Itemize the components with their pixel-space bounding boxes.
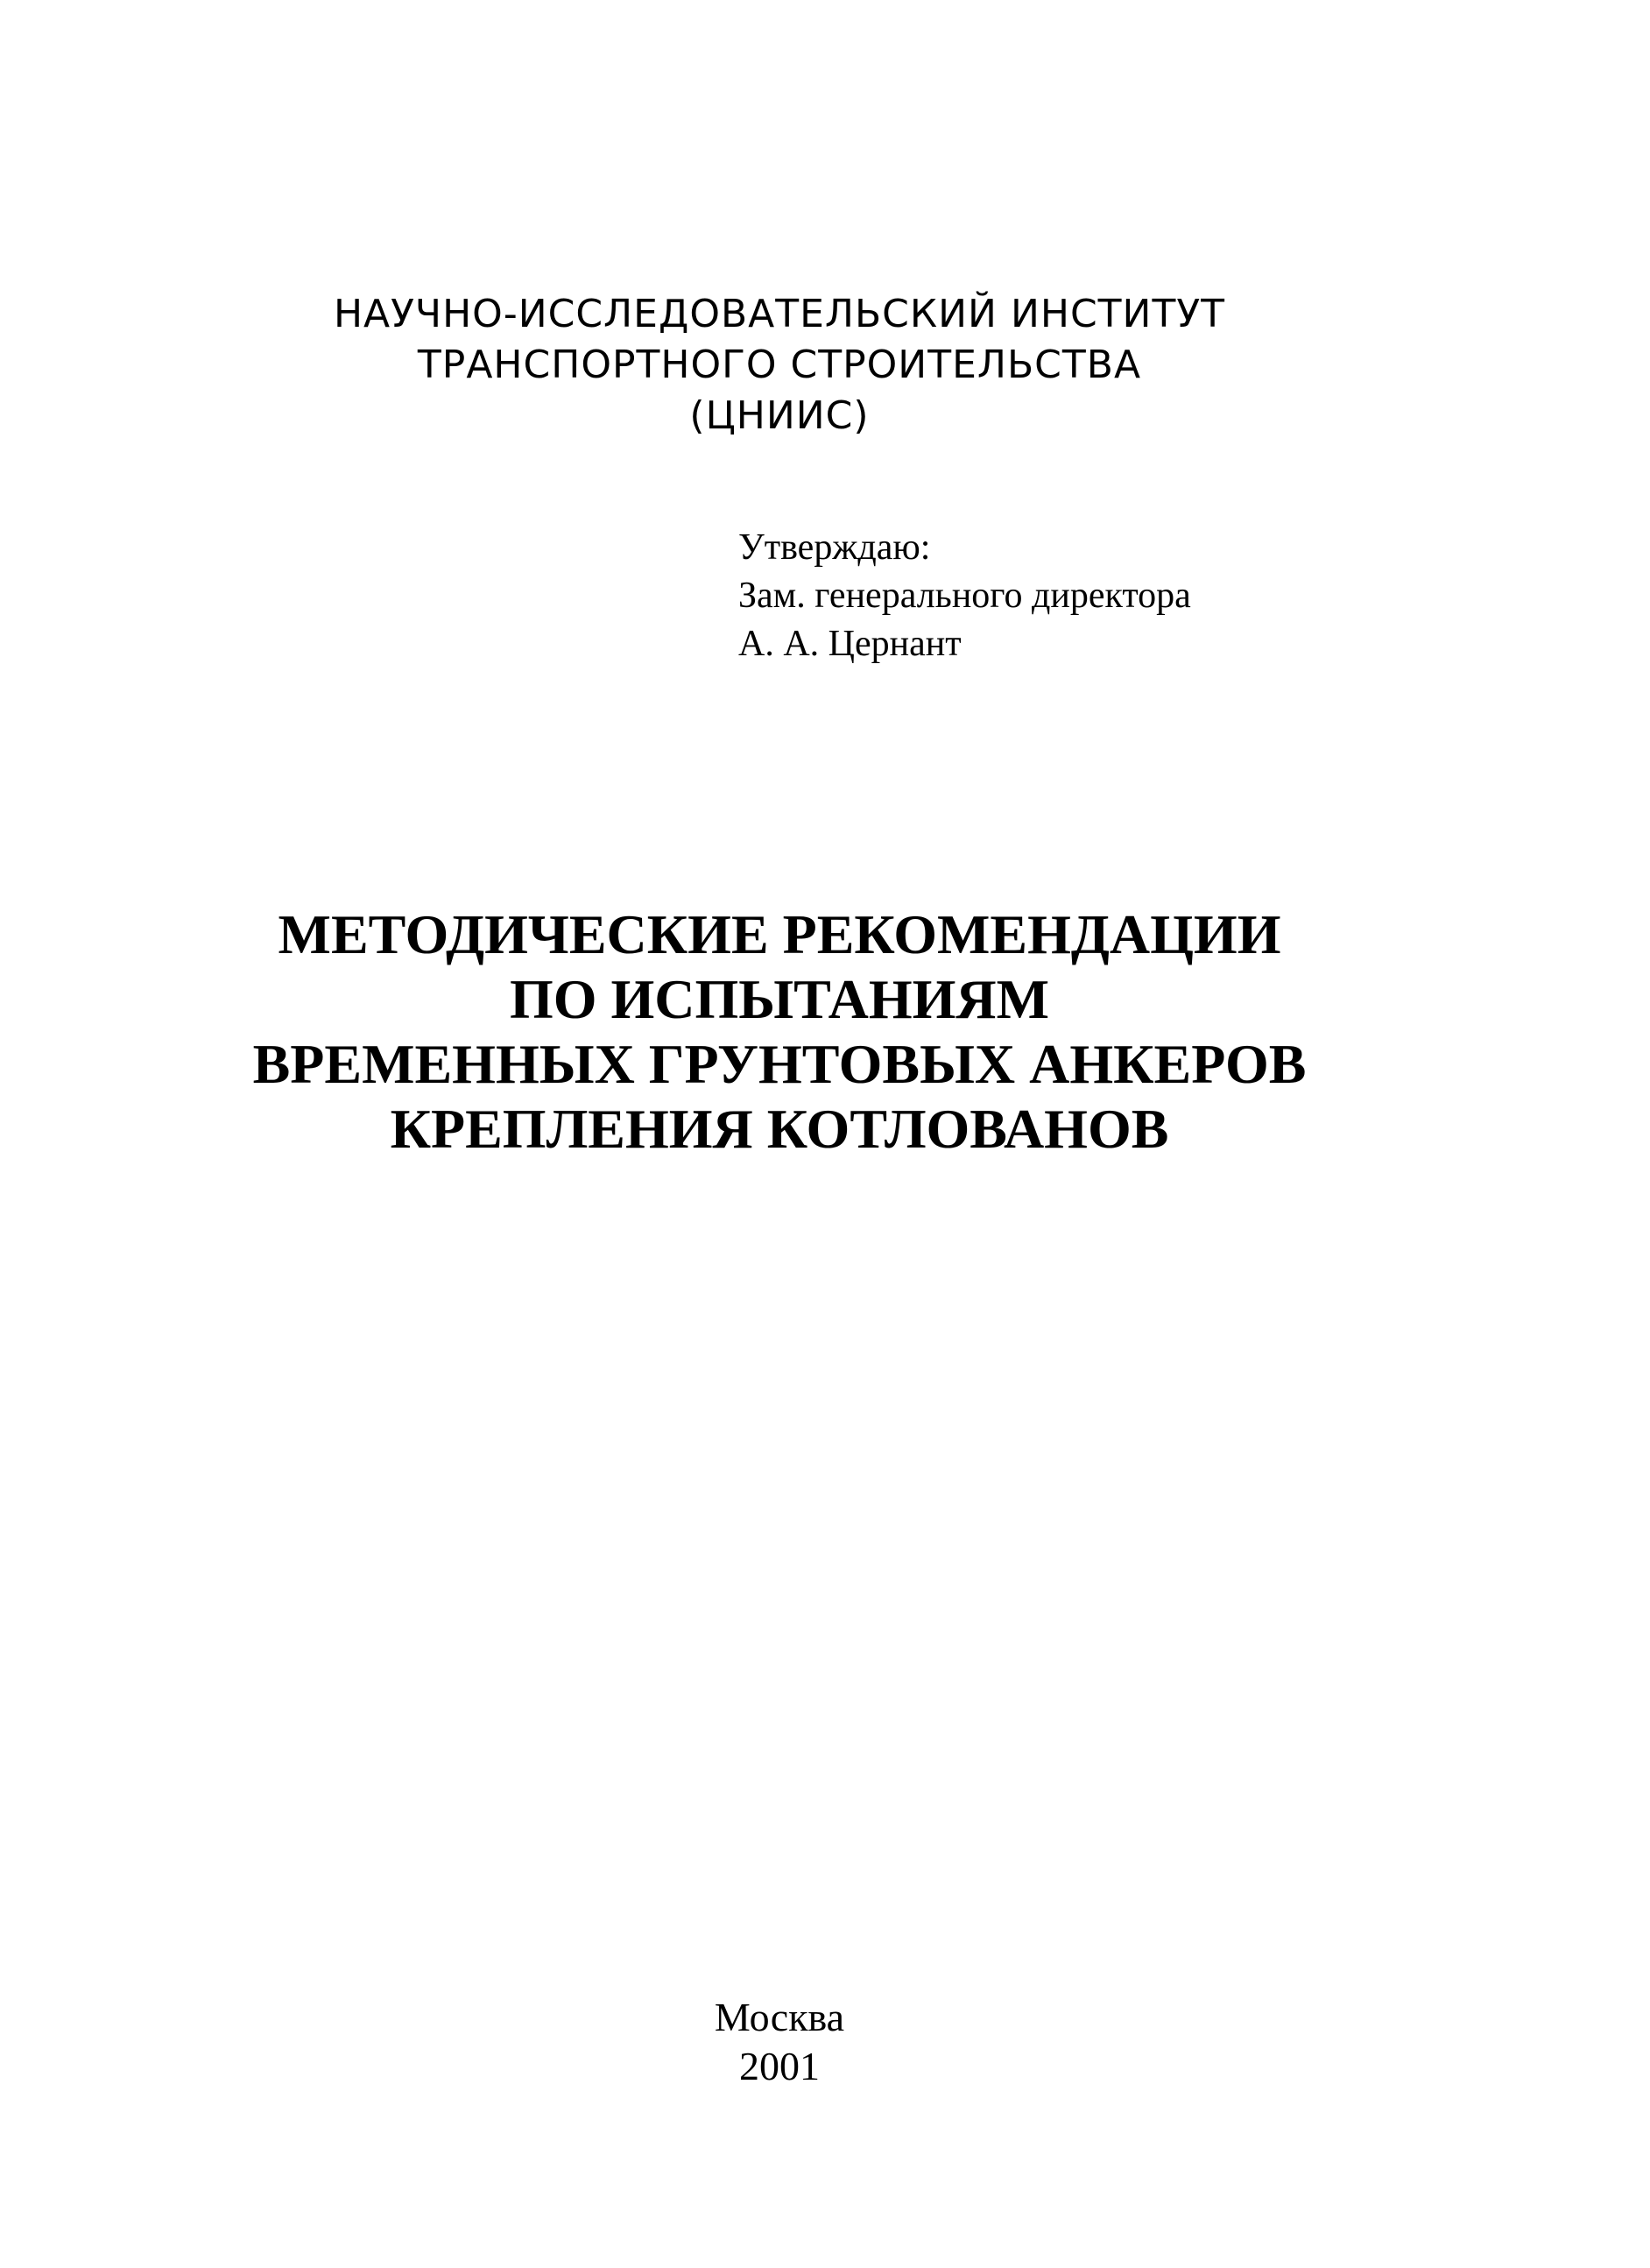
publication-year: 2001 — [739, 2044, 820, 2088]
approval-label: Утверждаю: — [738, 527, 931, 568]
institute-header — [0, 289, 1559, 442]
institute-line-2: ТРАНСПОРТНОГО СТРОИТЕЛЬСТВА — [417, 343, 1142, 387]
title-line-1: МЕТОДИЧЕСКИЕ РЕКОМЕНДАЦИИ — [278, 903, 1281, 965]
publication-footer — [0, 1993, 1559, 2091]
institute-abbreviation: (ЦНИИС) — [689, 393, 870, 438]
title-line-2: ПО ИСПЫТАНИЯМ — [509, 968, 1050, 1030]
approval-block — [738, 524, 1191, 668]
publication-city: Москва — [714, 1995, 845, 2039]
approval-position: Зам. генерального директора — [738, 576, 1191, 616]
institute-line-1: НАУЧНО-ИССЛЕДОВАТЕЛЬСКИЙ ИНСТИТУТ — [333, 292, 1226, 336]
title-line-4: КРЕПЛЕНИЯ КОТЛОВАНОВ — [390, 1098, 1169, 1160]
document-title — [0, 902, 1559, 1162]
approval-name: А. А. Цернант — [738, 624, 962, 664]
title-line-3: ВРЕМЕННЫХ ГРУНТОВЫХ АНКЕРОВ — [252, 1033, 1307, 1095]
